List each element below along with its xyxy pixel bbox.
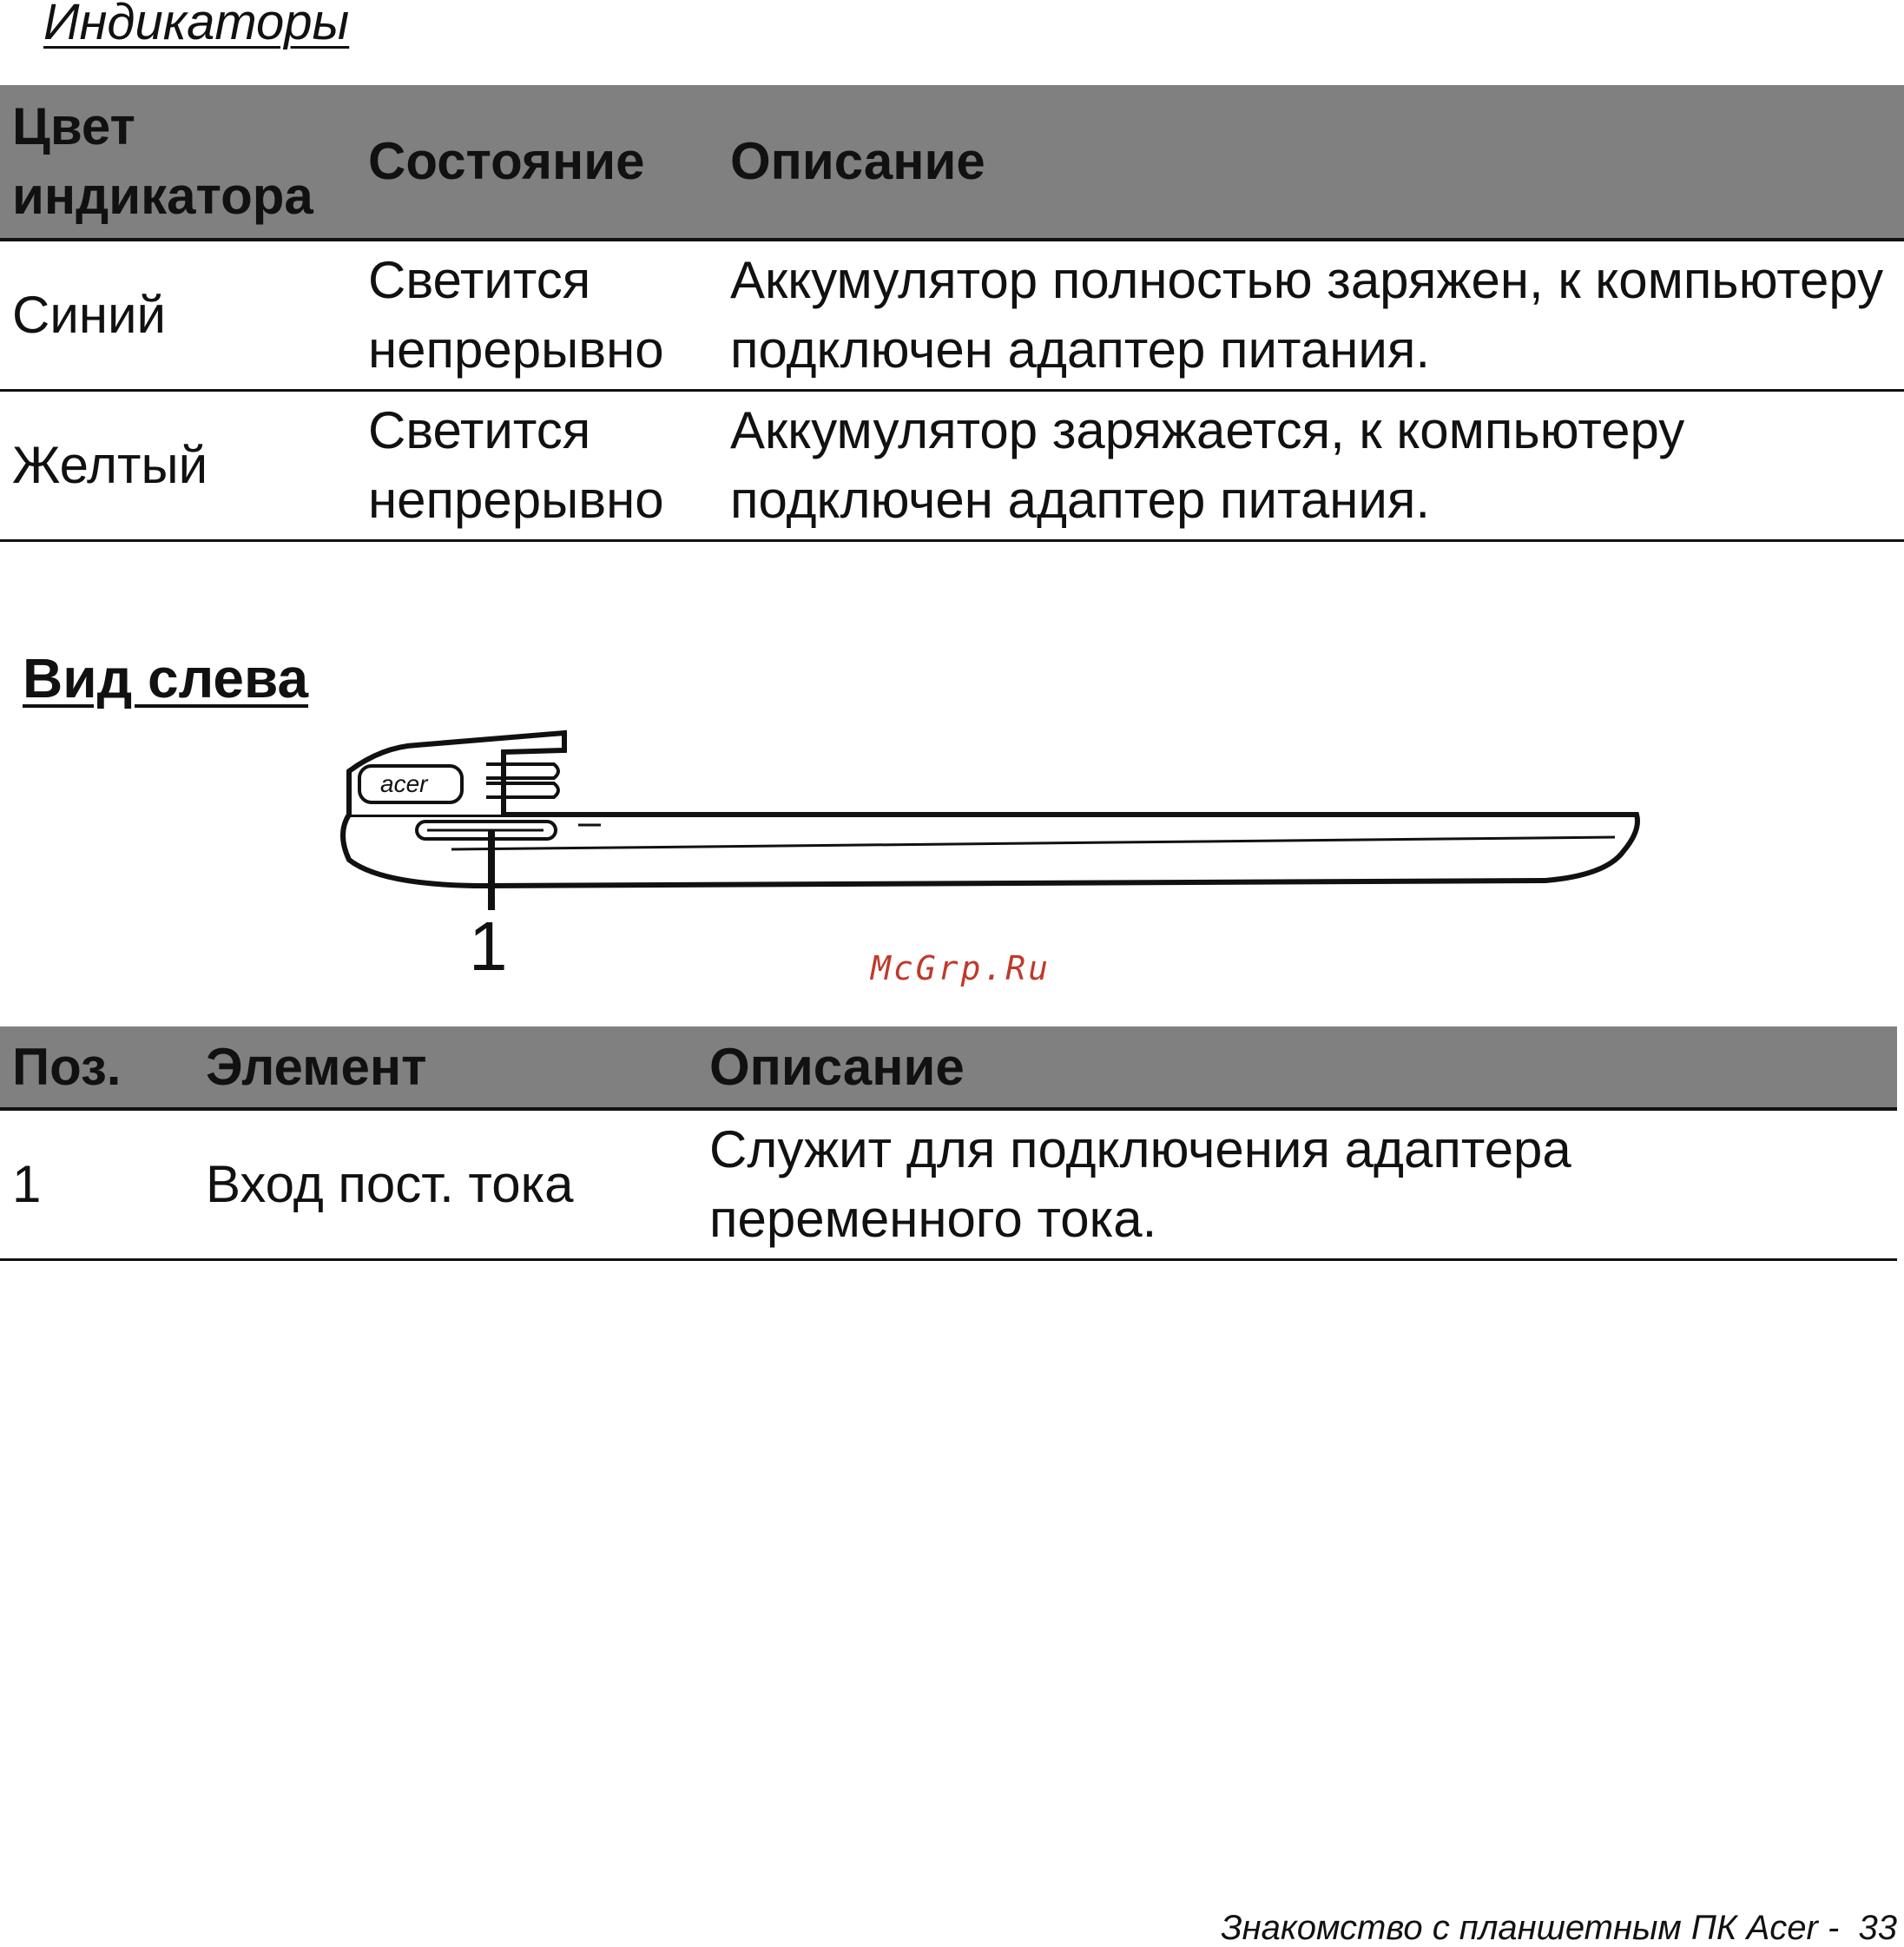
cell-description: Аккумулятор полностью заряжен, к компьютеру подключен адаптер питания. [728,240,1904,391]
cell-color: Синий [0,240,366,391]
cell-element: Вход пост. тока [194,1109,697,1260]
left-view-table [0,1026,1897,1261]
watermark: McGrp.Ru [871,949,1051,987]
cell-color: Желтый [0,391,366,541]
acer-logo: acer [380,770,428,797]
table-row [0,240,1904,391]
page-footer: Знакомство с планшетным ПК Acer - 33 [1221,1909,1897,1947]
header-description: Описание [697,1026,1897,1109]
table-header-row [0,1026,1897,1109]
section-title-left-view: Вид слева [23,647,309,710]
cell-description: Служит для подключения адаптера переменного тока. [697,1109,1897,1260]
cell-state: Светится непрерывно [366,240,728,391]
cell-state: Светится непрерывно [366,391,728,541]
cell-position: 1 [0,1109,194,1260]
header-element: Элемент [194,1026,697,1109]
header-indicator-color: Цвет индикатора [0,85,366,240]
header-position: Поз. [0,1026,194,1109]
table-row [0,391,1904,541]
header-state: Состояние [366,85,728,240]
indicators-table [0,85,1904,542]
cell-description: Аккумулятор заряжается, к компьютеру подключен адаптер питания. [728,391,1904,541]
callout-number: 1 [469,908,508,985]
section-title-indicators: Индикаторы [43,0,350,50]
header-description: Описание [728,85,1904,240]
table-header-row [0,85,1904,240]
table-row [0,1109,1897,1260]
